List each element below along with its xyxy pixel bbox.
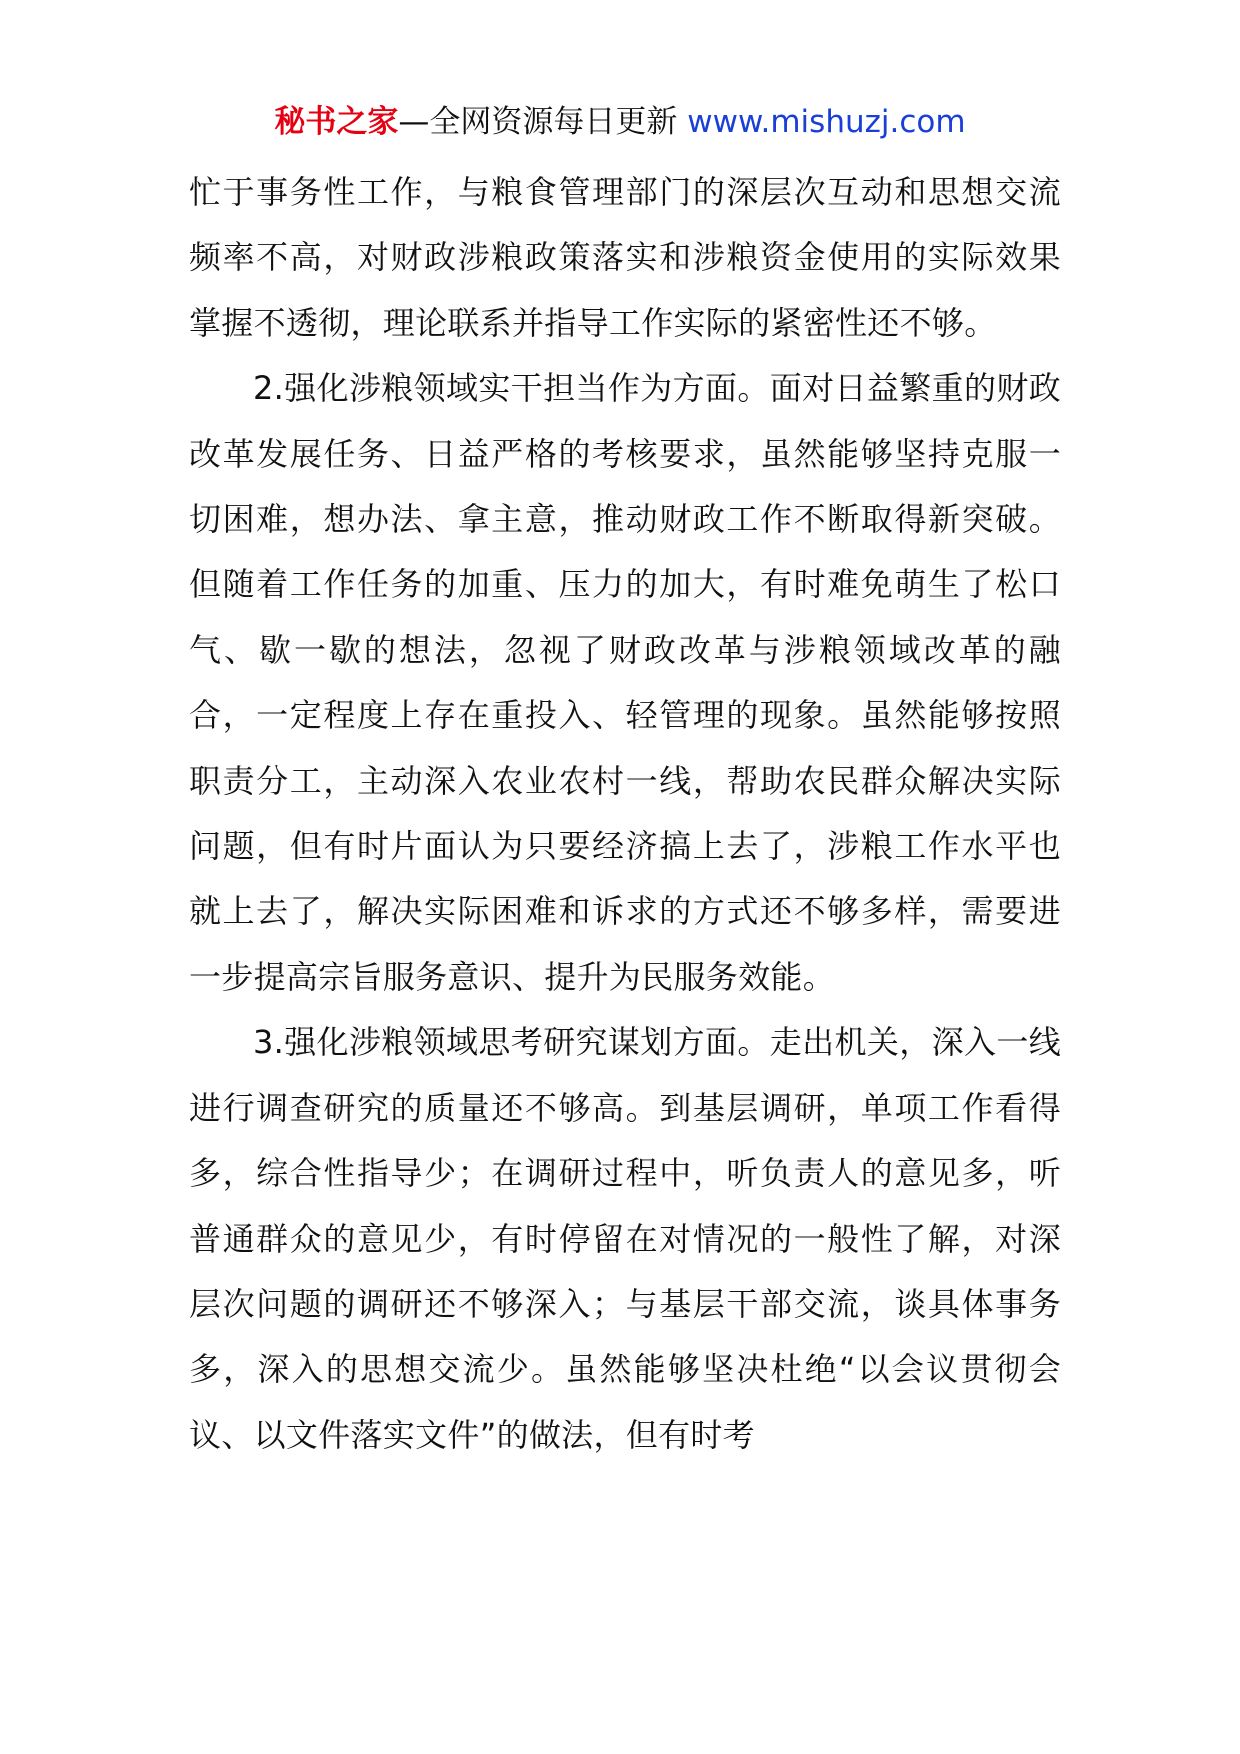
- site-url-link[interactable]: www.mishuzj.com: [687, 104, 966, 140]
- paragraph-continuation: 忙于事务性工作，与粮食管理部门的深层次互动和思想交流频率不高，对财政涉粮政策落实和涉粮资金使用的实际效果掌握不透彻，理论联系并指导工作实际的紧密性还不够。: [189, 173, 1061, 342]
- site-brand: 秘书之家: [274, 104, 399, 140]
- document-body: [189, 160, 1061, 1468]
- site-tagline: —全网资源每日更新: [398, 104, 678, 140]
- paragraph-section-2: 2.强化涉粮领域实干担当作为方面。面对日益繁重的财政改革发展任务、日益严格的考核要求，虽然能够坚持克服一切困难，想办法、拿主意，推动财政工作不断取得新突破。但随着工作任务的加重、压力的加大，有时难免萌生了松口气、歇一歇的想法，忽视了财政改革与涉粮领域改革的融合，一定程度上存在重投入、轻管理的现象。虽然能够按照职责分工，主动深入农业农村一线，帮助农民群众解决实际问题，但有时片面认为只要经济搞上去了，涉粮工作水平也就上去了，解决实际困难和诉求的方式还不够多样，需要进一步提高宗旨服务意识、提升为民服务效能。: [189, 369, 1061, 996]
- paragraph-section-3: 3.强化涉粮领域思考研究谋划方面。走出机关，深入一线进行调查研究的质量还不够高。到基层调研，单项工作看得多，综合性指导少；在调研过程中，听负责人的意见多，听普通群众的意见少，有时停留在对情况的一般性了解，对深层次问题的调研还不够深入；与基层干部交流，谈具体事务多，深入的思想交流少。虽然能够坚决杜绝“以会议贯彻会议、以文件落实文件”的做法，但有时考: [189, 1023, 1061, 1454]
- page-header: [0, 100, 1240, 144]
